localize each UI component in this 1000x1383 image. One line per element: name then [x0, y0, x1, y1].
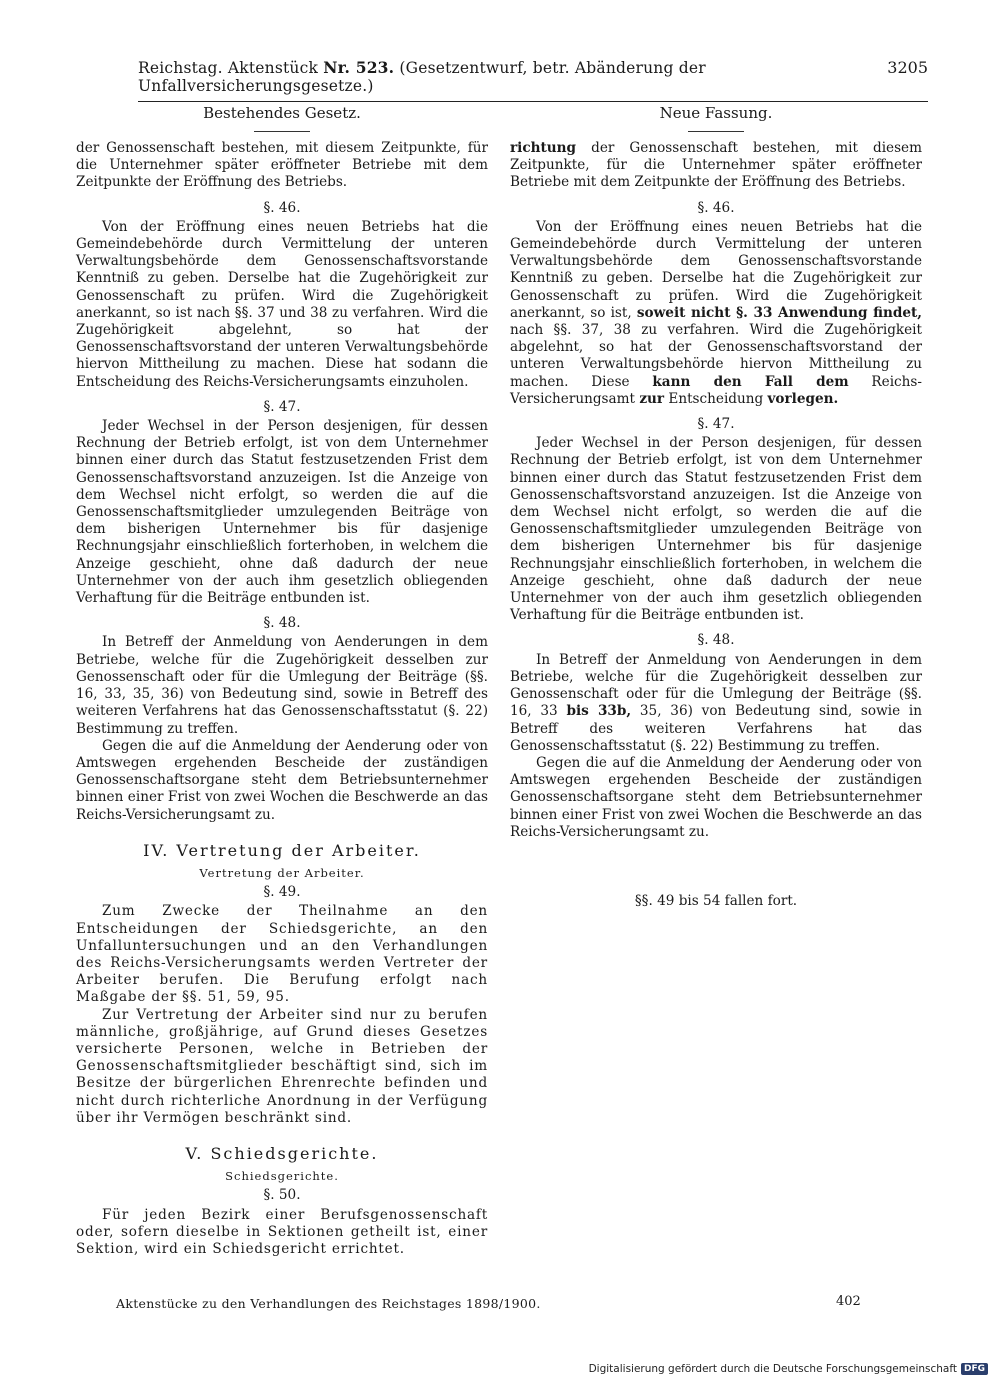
- left-column-heading: Bestehendes Gesetz.: [203, 104, 361, 122]
- section-49-text-1: Zum Zwecke der Theilnahme an den Entscheidungen der Schiedsgerichte, an den Unfalluntersuchungen und an den Verhandlungen des Reichs-Versicherungsamts werden Vertreter der Arbeiter berufen. Die Berufung erfolgt nach Maßgabe der §§. 51, 59, 95.: [76, 903, 488, 1006]
- omitted-sections-note: §§. 49 bis 54 fallen fort.: [634, 892, 798, 909]
- credit-text: Digitalisierung gefördert durch die Deutsche Forschungsgemeinschaft: [588, 1363, 957, 1375]
- chapter-iv-subtitle: Vertretung der Arbeiter.: [199, 865, 365, 880]
- section-47-text: Jeder Wechsel in der Person desjenigen, für dessen Rechnung der Betrieb erfolgt, ist von dem Unternehmer binnen einer durch das Statut festzusetzenden Frist dem Genossenschaftsvorstand anzuzeigen. Ist die Anzeige von dem Wechsel nicht erfolgt, so werden die auf die Genossenschaftsmitglieder umzulegenden Beiträge von dem bisherigen Unternehmer bis für dasjenige Rechnungsjahr einschließlich forterhoben, in welchem die Anzeige geschieht, ohne daß dadurch der neue Unternehmer von der auch ihm gesetzlich obliegenden Verhaftung für die Beiträge entbunden ist.: [510, 435, 922, 624]
- section-46-text: Von der Eröffnung eines neuen Betriebs hat die Gemeindebehörde durch Vermittelung der unteren Verwaltungsbehörde dem Genossenschaftsvorstande Kenntniß zu geben. Derselbe hat die Zugehörigkeit zur Genossenschaft zu prüfen. Wird die Zugehörigkeit anerkannt, so ist, soweit nicht §. 33 Anwendung findet, nach §§. 37, 38 zu verfahren. Wird die Zugehörigkeit abgelehnt, so hat der Genossenschaftsvorstand der unteren Verwaltungsbehörde hiervon Mittheilung zu machen. Diese kann den Fall dem Reichs-Versicherungsamt zur Entscheidung vorlegen.: [510, 218, 922, 407]
- section-48-text-2: Gegen die auf die Anmeldung der Aenderung oder von Amtswegen ergehenden Bescheide der zuständigen Genossenschaftsorgane steht dem Betriebsunternehmer binnen einer Frist von zwei Wochen die Beschwerde an das Reichs-Versicherungsamt zu.: [510, 754, 922, 840]
- chapter-iv-title: IV. Vertretung der Arbeiter.: [143, 840, 421, 860]
- continuation-paragraph: der Genossenschaft bestehen, mit diesem Zeitpunkte, für die Unternehmer später eröffneter Betriebe mit dem Zeitpunkte der Eröffnung des Betriebs.: [76, 140, 488, 191]
- section-50-text: Für jeden Bezirk einer Berufsgenossenschaft oder, sofern dieselbe in Sektionen getheilt ist, einer Sektion, wird ein Schiedsgericht errichtet.: [76, 1206, 488, 1257]
- left-column-existing-law: [76, 103, 488, 1258]
- heading-rule: [254, 131, 310, 132]
- chapter-v-subtitle: Schiedsgerichte.: [225, 1169, 339, 1184]
- section-49-text-2: Zur Vertretung der Arbeiter sind nur zu berufen männliche, großjährige, auf Grund dieses Gesetzes versicherte Personen, welche in Betrieben der Genossenschaftsmitglieder beschäftigt sind, sich im Besitze der bürgerlichen Ehrenrechte befinden und nicht durch richterliche Anordnung in der Verfügung über ihr Vermögen beschränkt sind.: [76, 1006, 488, 1126]
- footer-series-title: Aktenstücke zu den Verhandlungen des Reichstages 1898/1900.: [116, 1296, 541, 1311]
- page-number: 3205: [887, 58, 928, 77]
- header-title: Reichstag. Aktenstück Nr. 523. (Gesetzentwurf, betr. Abänderung der Unfallversicherungsgesetze.): [138, 58, 706, 95]
- section-46-heading: §. 46.: [263, 199, 301, 216]
- right-column-new-version: [510, 103, 922, 924]
- running-header: [138, 58, 928, 102]
- section-47-text: Jeder Wechsel in der Person desjenigen, für dessen Rechnung der Betrieb erfolgt, ist von dem Unternehmer binnen einer durch das Statut festzusetzenden Frist dem Genossenschaftsvorstand anzuzeigen. Ist die Anzeige von dem Wechsel nicht erfolgt, so werden die auf die Genossenschaftsmitglieder umzulegenden Beiträge von dem bisherigen Unternehmer bis für dasjenige Rechnungsjahr einschließlich forterhoben, in welchem die Anzeige geschieht, ohne daß dadurch der neue Unternehmer von der auch ihm gesetzlich obliegenden Verhaftung für die Beiträge entbunden ist.: [76, 418, 488, 607]
- section-48-text-1: In Betreff der Anmeldung von Aenderungen in dem Betriebe, welche für die Zugehörigkeit desselben zur Genossenschaft oder für die Umlegung der Beiträge (§§. 16, 33, 35, 36) von Bedeutung sind, sowie in Betreff des weiteren Verfahrens hat das Genossenschaftsstatut (§. 22) Bestimmung zu treffen.: [76, 634, 488, 737]
- section-50-heading: §. 50.: [263, 1187, 301, 1204]
- footer-sheet-number: 402: [836, 1294, 861, 1309]
- section-48-heading: §. 48.: [263, 615, 301, 632]
- continuation-paragraph: richtung der Genossenschaft bestehen, mit diesem Zeitpunkte, für die Unternehmer später eröffneter Betriebe mit dem Zeitpunkte der Eröffnung des Betriebs.: [510, 140, 922, 191]
- section-46-heading: §. 46.: [697, 199, 735, 216]
- heading-rule: [688, 131, 744, 132]
- dfg-logo: DFG: [961, 1363, 988, 1375]
- section-49-heading: §. 49.: [263, 884, 301, 901]
- section-47-heading: §. 47.: [263, 398, 301, 415]
- digitization-credit: [589, 1363, 988, 1375]
- section-47-heading: §. 47.: [697, 416, 735, 433]
- section-48-text-1: In Betreff der Anmeldung von Aenderungen in dem Betriebe, welche für die Zugehörigkeit desselben zur Genossenschaft oder für die Umlegung der Beiträge (§§. 16, 33 bis 33b, 35, 36) von Bedeutung sind, sowie in Betreff des weiteren Verfahrens hat das Genossenschaftsstatut (§. 22) Bestimmung zu treffen.: [510, 651, 922, 754]
- section-48-text-2: Gegen die auf die Anmeldung der Aenderung oder von Amtswegen ergehenden Bescheide der zuständigen Genossenschaftsorgane steht dem Betriebsunternehmer binnen einer Frist von zwei Wochen die Beschwerde an das Reichs-Versicherungsamt zu.: [76, 737, 488, 823]
- section-48-heading: §. 48.: [697, 632, 735, 649]
- chapter-v-title: V. Schiedsgerichte.: [185, 1143, 379, 1163]
- right-column-heading: Neue Fassung.: [659, 104, 773, 122]
- section-46-text: Von der Eröffnung eines neuen Betriebs hat die Gemeindebehörde durch Vermittelung der unteren Verwaltungsbehörde dem Genossenschaftsvorstande Kenntniß zu geben. Derselbe hat die Zugehörigkeit zur Genossenschaft zu prüfen. Wird die Zugehörigkeit anerkannt, so ist nach §§. 37 und 38 zu verfahren. Wird die Zugehörigkeit abgelehnt, so hat der Genossenschaftsvorstand der unteren Verwaltungsbehörde hiervon Mittheilung zu machen. Diese hat sodann die Entscheidung des Reichs-Versicherungsamts einzuholen.: [76, 218, 488, 390]
